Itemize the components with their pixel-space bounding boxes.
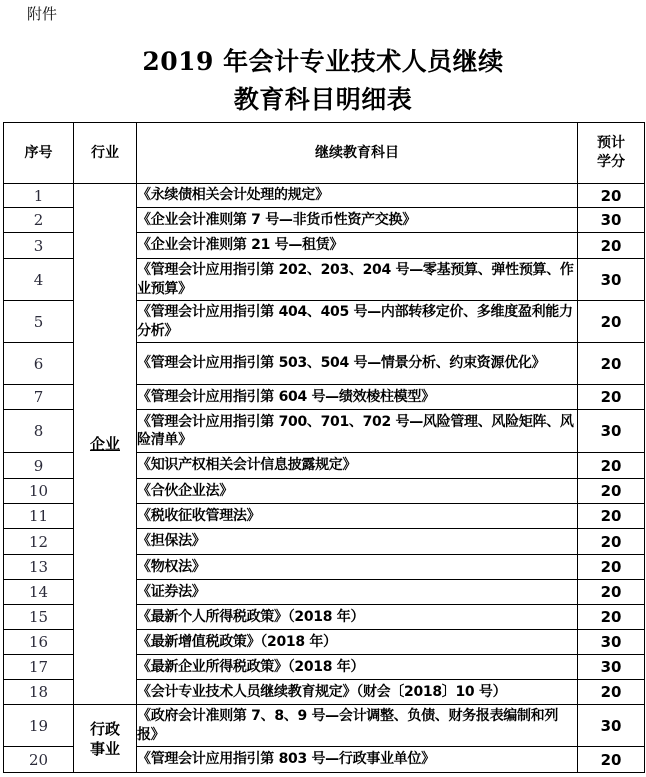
industry-label: 企业 [89, 435, 120, 453]
row-subject: 《知识产权相关会计信息披露规定》 [137, 453, 578, 479]
row-no: 17 [4, 655, 74, 680]
table-header-row [4, 123, 645, 184]
row-subject: 《担保法》 [137, 529, 578, 555]
row-credits: 20 [578, 479, 645, 504]
row-no: 2 [4, 208, 74, 233]
row-subject: 《管理会计应用指引第 803 号—行政事业单位》 [137, 747, 578, 773]
row-subject: 《管理会计应用指引第 604 号—绩效棱柱模型》 [137, 385, 578, 410]
header-no: 序号 [4, 123, 74, 184]
industry-label-line-1: 行政 [89, 719, 120, 738]
row-credits: 30 [578, 630, 645, 655]
header-credits [578, 123, 645, 184]
row-credits: 30 [578, 655, 645, 680]
row-no: 20 [4, 747, 74, 773]
row-subject: 《管理会计应用指引第 202、203、204 号—零基预算、弹性预算、作业预算》 [137, 259, 578, 301]
row-credits: 20 [578, 385, 645, 410]
row-no: 16 [4, 630, 74, 655]
row-credits: 20 [578, 301, 645, 343]
row-credits: 20 [578, 343, 645, 385]
row-credits: 30 [578, 259, 645, 301]
row-subject: 《企业会计准则第 7 号—非货币性资产交换》 [137, 208, 578, 233]
row-no: 18 [4, 680, 74, 705]
header-credits-line-2: 学分 [597, 154, 625, 170]
header-subject: 继续教育科目 [137, 123, 578, 184]
row-no: 1 [4, 184, 74, 208]
header-industry: 行业 [74, 123, 137, 184]
row-subject: 《税收征收管理法》 [137, 504, 578, 529]
row-no: 15 [4, 605, 74, 630]
attachment-label: 附件 [27, 5, 58, 23]
row-subject: 《管理会计应用指引第 404、405 号—内部转移定价、多维度盈利能力分析》 [137, 301, 578, 343]
row-subject: 《最新企业所得税政策》（2018 年） [137, 655, 578, 680]
document-title-line-2: 教育科目明细表 [233, 85, 413, 114]
row-credits: 20 [578, 504, 645, 529]
row-no: 6 [4, 343, 74, 385]
row-subject: 《政府会计准则第 7、8、9 号—会计调整、负债、财务报表编制和列报》 [137, 705, 578, 747]
row-credits: 20 [578, 747, 645, 773]
row-credits: 30 [578, 208, 645, 233]
row-credits: 30 [578, 705, 645, 747]
row-no: 13 [4, 555, 74, 580]
row-no: 7 [4, 385, 74, 410]
industry-cell-public-sector [74, 705, 137, 773]
row-subject: 《证券法》 [137, 580, 578, 605]
row-credits: 20 [578, 453, 645, 479]
row-subject: 《管理会计应用指引第 700、701、702 号—风险管理、风险矩阵、风险清单》 [137, 410, 578, 453]
row-credits: 20 [578, 580, 645, 605]
row-subject: 《合伙企业法》 [137, 479, 578, 504]
row-no: 10 [4, 479, 74, 504]
row-subject: 《最新个人所得税政策》（2018 年） [137, 605, 578, 630]
row-credits: 20 [578, 680, 645, 705]
row-subject: 《会计专业技术人员继续教育规定》（财会〔2018〕10 号） [137, 680, 578, 705]
row-credits: 20 [578, 184, 645, 208]
row-credits: 20 [578, 605, 645, 630]
industry-cell-enterprise [74, 184, 137, 705]
table-row [4, 184, 645, 208]
header-credits-line-1: 预计 [597, 135, 625, 151]
document-title-line-1: 2019 年会计专业技术人员继续 [142, 47, 504, 76]
table-row [4, 705, 645, 747]
industry-label-line-2: 事业 [89, 739, 120, 758]
row-no: 4 [4, 259, 74, 301]
row-no: 3 [4, 233, 74, 259]
row-subject: 《物权法》 [137, 555, 578, 580]
row-no: 14 [4, 580, 74, 605]
row-no: 5 [4, 301, 74, 343]
row-subject: 《永续债相关会计处理的规定》 [137, 184, 578, 208]
row-no: 19 [4, 705, 74, 747]
row-no: 11 [4, 504, 74, 529]
row-credits: 30 [578, 410, 645, 453]
course-table [3, 122, 645, 773]
row-no: 8 [4, 410, 74, 453]
row-subject: 《管理会计应用指引第 503、504 号—情景分析、约束资源优化》 [137, 343, 578, 385]
row-credits: 20 [578, 555, 645, 580]
row-subject: 《最新增值税政策》（2018 年） [137, 630, 578, 655]
row-credits: 20 [578, 529, 645, 555]
row-credits: 20 [578, 233, 645, 259]
row-no: 9 [4, 453, 74, 479]
row-no: 12 [4, 529, 74, 555]
row-subject: 《企业会计准则第 21 号—租赁》 [137, 233, 578, 259]
